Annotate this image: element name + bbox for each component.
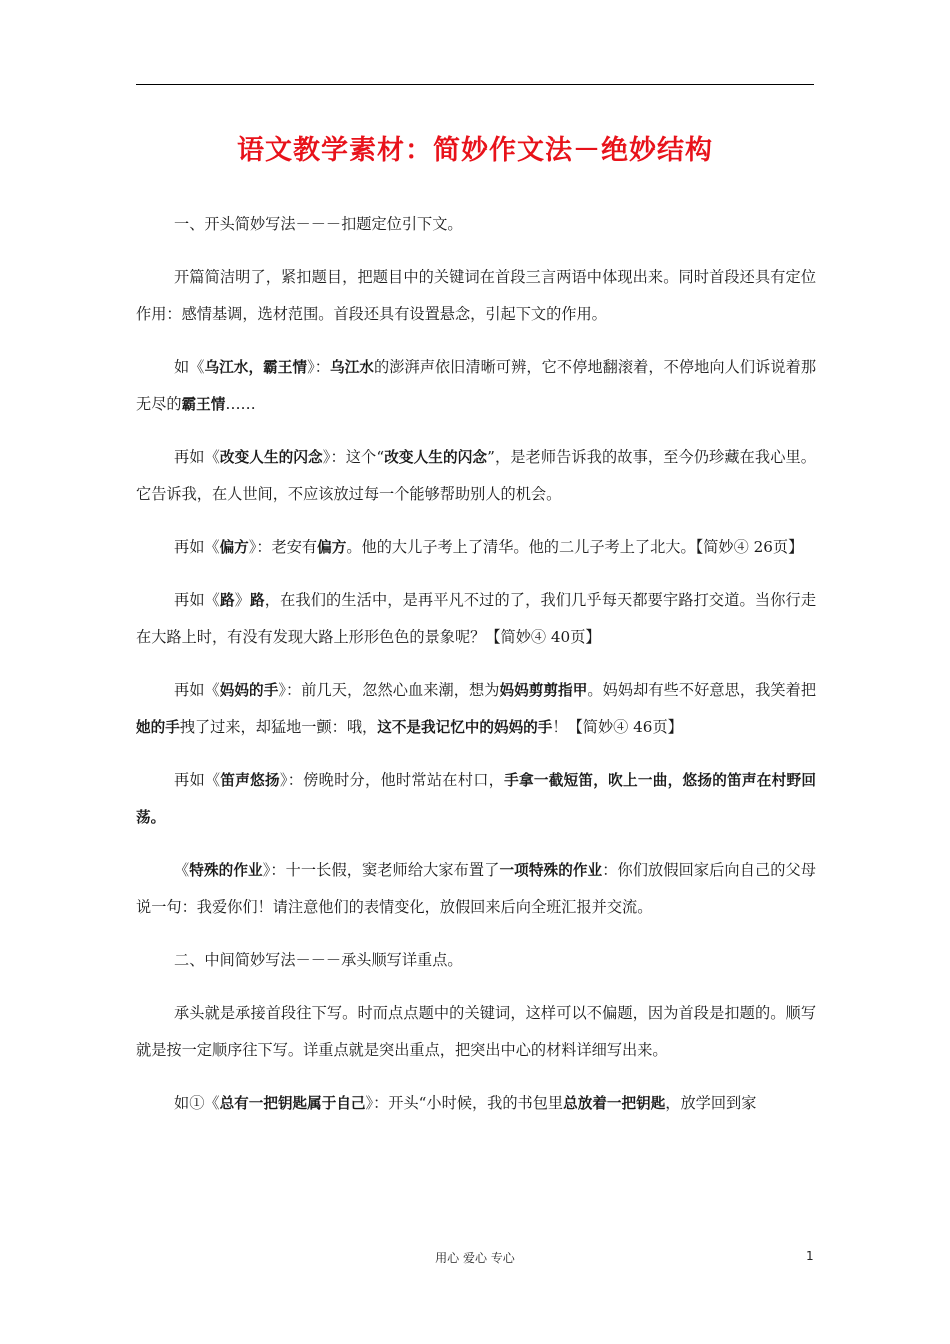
text-run: 》：开头“小时候，我的书包里: [365, 1094, 564, 1112]
paragraph: [136, 206, 816, 243]
bold-text: 妈妈剪剪指甲: [499, 682, 588, 699]
bold-text: 改变人生的闪念: [384, 449, 488, 466]
text-run: 拽了过来，却猛地一颤：哦，: [179, 718, 378, 736]
text-run: 再如《: [174, 681, 220, 699]
text-run: 开篇简洁明了，紧扣题目，把题目中的关键词在首段三言两语中体现出来。同时首段还具有定位作用：感情基调，选材范围。首段还具有设置悬念，引起下文的作用。: [136, 268, 816, 323]
text-run: 。妈妈却有些不好意思，我笑着把: [587, 681, 817, 699]
text-run: 如《: [174, 358, 205, 376]
bold-text: 手拿一截短笛，吹上一曲，悠扬的笛声在村野回荡。: [136, 772, 816, 826]
text-run: 》：前几天，忽然心血来潮，想为: [278, 681, 500, 699]
text-run: ：你们放假回家后向自己的父母说一句：我爱你们！请注意他们的表情变化，放假回来后向全班汇报并交流。: [136, 861, 816, 916]
paragraph: [136, 762, 816, 836]
text-run: 》: [234, 591, 251, 609]
text-run: 再如《: [174, 591, 220, 609]
text-run: 》：十一长假，窦老师给大家布置了: [262, 861, 500, 879]
text-run: 》：这个“: [322, 448, 385, 466]
text-run: 再如《: [174, 538, 220, 556]
bold-text: 这不是我记忆中的妈妈的手: [377, 719, 553, 736]
paragraph: [136, 672, 816, 746]
document-title: 语文教学素材：简妙作文法－绝妙结构: [237, 135, 713, 166]
footer-motto: 用心 爱心 专心: [435, 1251, 515, 1265]
bold-text: 路: [219, 592, 235, 609]
bold-text: 霸王情: [181, 396, 226, 413]
text-run: 的澎湃声依旧清晰可辨，它不停地翻滚着，不停地向人们诉说着那无尽的: [136, 358, 817, 413]
text-run: 》：傍晚时分，他时常站在村口，: [279, 771, 505, 789]
bold-text: 她的手: [136, 719, 180, 736]
paragraph: [136, 439, 816, 513]
bold-text: 偏方: [317, 539, 347, 556]
text-run: 》：老安有: [248, 538, 318, 556]
bold-text: 乌江水: [329, 359, 374, 376]
bold-text: 路: [250, 592, 265, 609]
paragraph: [136, 942, 816, 979]
bold-text: 一项特殊的作业: [499, 862, 603, 879]
text-run: 。他的大儿子考上了清华。他的二儿子考上了北大。【简妙④ 26页】: [346, 538, 804, 556]
text-run: 二、中间简妙写法－－－承头顺写详重点。: [174, 951, 463, 969]
paragraph: [136, 582, 816, 656]
text-run: ！【简妙④ 46页】: [552, 718, 683, 736]
text-run: ，在我们的生活中，是再平凡不过的了，我们几乎每天都要宇路打交道。当你行走在大路上时，有没有发现大路上形形色色的景象呢？【简妙④ 40页】: [136, 591, 817, 646]
paragraph: [136, 852, 816, 926]
paragraph: [136, 529, 816, 566]
text-run: ……: [225, 395, 256, 413]
bold-text: 总有一把钥匙属于自己: [219, 1095, 366, 1112]
bold-text: 乌江水，霸王情: [204, 359, 308, 376]
bold-text: 妈妈的手: [219, 682, 279, 699]
bold-text: 偏方: [219, 539, 249, 556]
paragraph: [136, 349, 816, 423]
paragraph: [136, 259, 816, 333]
text-run: ，放学回到家: [665, 1094, 757, 1112]
paragraph: [136, 1085, 816, 1122]
text-run: 》：: [307, 358, 330, 376]
text-run: 如①《: [174, 1094, 220, 1112]
text-run: 一、开头简妙写法－－－扣题定位引下文。: [174, 215, 463, 233]
text-run: 再如《: [174, 448, 220, 466]
text-run: 《: [174, 861, 190, 879]
document-body: [136, 206, 816, 1122]
paragraph: [136, 995, 816, 1069]
bold-text: 笛声悠扬: [220, 772, 280, 789]
text-run: ”，是老师告诉我的故事，至今仍珍藏在我心里。它告诉我，在人世间，不应该放过每一个能够帮助别人的机会。: [136, 448, 816, 503]
bold-text: 改变人生的闪念: [219, 449, 323, 466]
bold-text: 特殊的作业: [189, 862, 263, 879]
header-rule: [136, 84, 814, 85]
page-number: 1: [806, 1249, 814, 1263]
text-run: 再如《: [174, 771, 221, 789]
bold-text: 总放着一把钥匙: [563, 1095, 666, 1112]
text-run: 承头就是承接首段往下写。时而点点题中的关键词，这样可以不偏题，因为首段是扣题的。顺写就是按一定顺序往下写。详重点就是突出重点，把突出中心的材料详细写出来。: [136, 1004, 816, 1059]
